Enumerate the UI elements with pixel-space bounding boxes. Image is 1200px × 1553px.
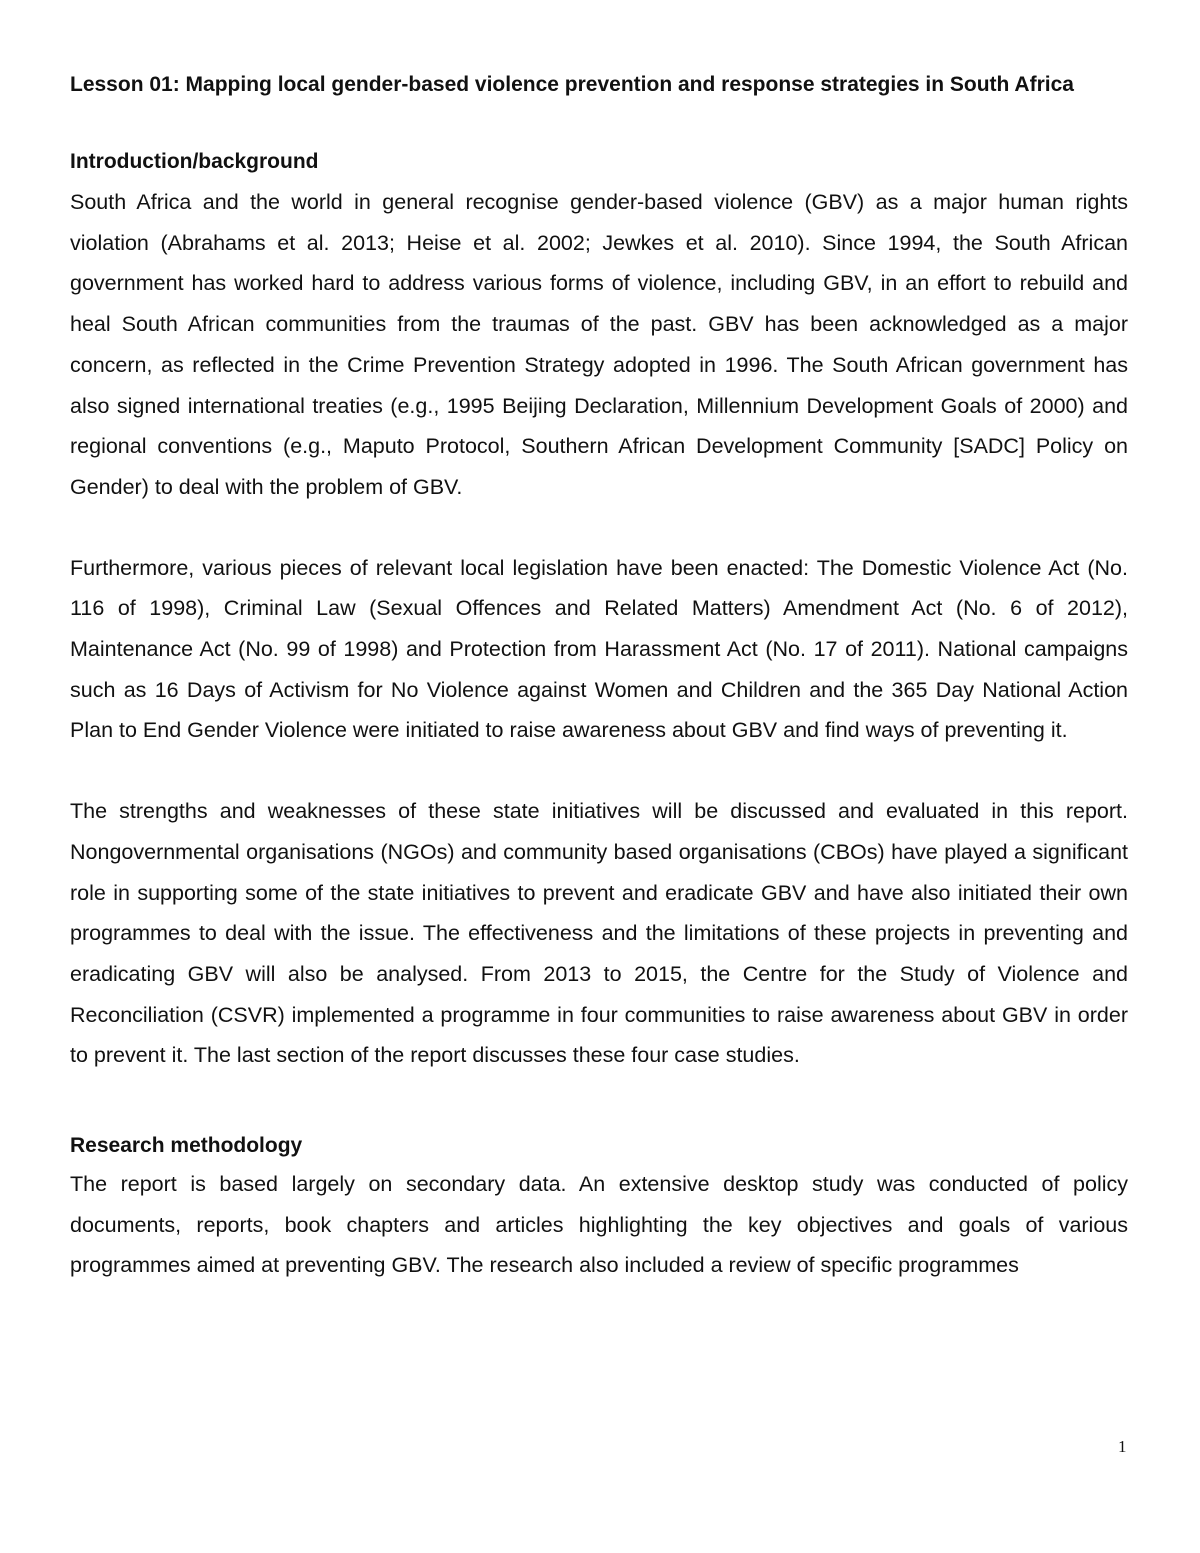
section-heading-introduction: Introduction/background [70,150,319,173]
page-number: 1 [1118,1437,1127,1456]
document-page [70,70,1128,1286]
paragraph: The report is based largely on secondary data. An extensive desktop study was conducted of policy documents, reports, book chapters and articles highlighting the key objectives and goals of various programmes aimed at preventing GBV. The research also included a review of specific programmes [70,1172,1128,1278]
paragraph: South Africa and the world in general recognise gender-based violence (GBV) as a major human rights violation (Abrahams et al. 2013; Heise et al. 2002; Jewkes et al. 2010). Since 1994, the South African government has worked hard to address various forms of violence, including GBV, in an effort to rebuild and heal South African communities from the traumas of the past. GBV has been acknowledged as a major concern, as reflected in the Crime Prevention Strategy adopted in 1996. The South African government has also signed international treaties (e.g., 1995 Beijing Declaration, Millennium Development Goals of 2000) and regional conventions (e.g., Maputo Protocol, Southern African Development Community [SADC] Policy on Gender) to deal with the problem of GBV. [70,190,1128,499]
document-title: Lesson 01: Mapping local gender-based violence prevention and response strategies in South Africa [70,73,1074,96]
section-heading-research-methodology: Research methodology [70,1134,303,1158]
paragraph: The strengths and weaknesses of these state initiatives will be discussed and evaluated in this report. Nongovernmental organisations (NGOs) and community based organisations (CBOs) have played a significant role in supporting some of the state initiatives to prevent and eradicate GBV and have also initiated their own programmes to deal with the issue. The effectiveness and the limitations of these projects in preventing and eradicating GBV will also be analysed. From 2013 to 2015, the Centre for the Study of Violence and Reconciliation (CSVR) implemented a programme in four communities to raise awareness about GBV in order to prevent it. The last section of the report discusses these four case studies. [70,799,1128,1068]
paragraph: Furthermore, various pieces of relevant local legislation have been enacted: The Domestic Violence Act (No. 116 of 1998), Criminal Law (Sexual Offences and Related Matters) Amendment Act (No. 6 of 2012), Maintenance Act (No. 99 of 1998) and Protection from Harassment Act (No. 17 of 2011). National campaigns such as 16 Days of Activism for No Violence against Women and Children and the 365 Day National Action Plan to End Gender Violence were initiated to raise awareness about GBV and find ways of preventing it. [70,555,1128,743]
